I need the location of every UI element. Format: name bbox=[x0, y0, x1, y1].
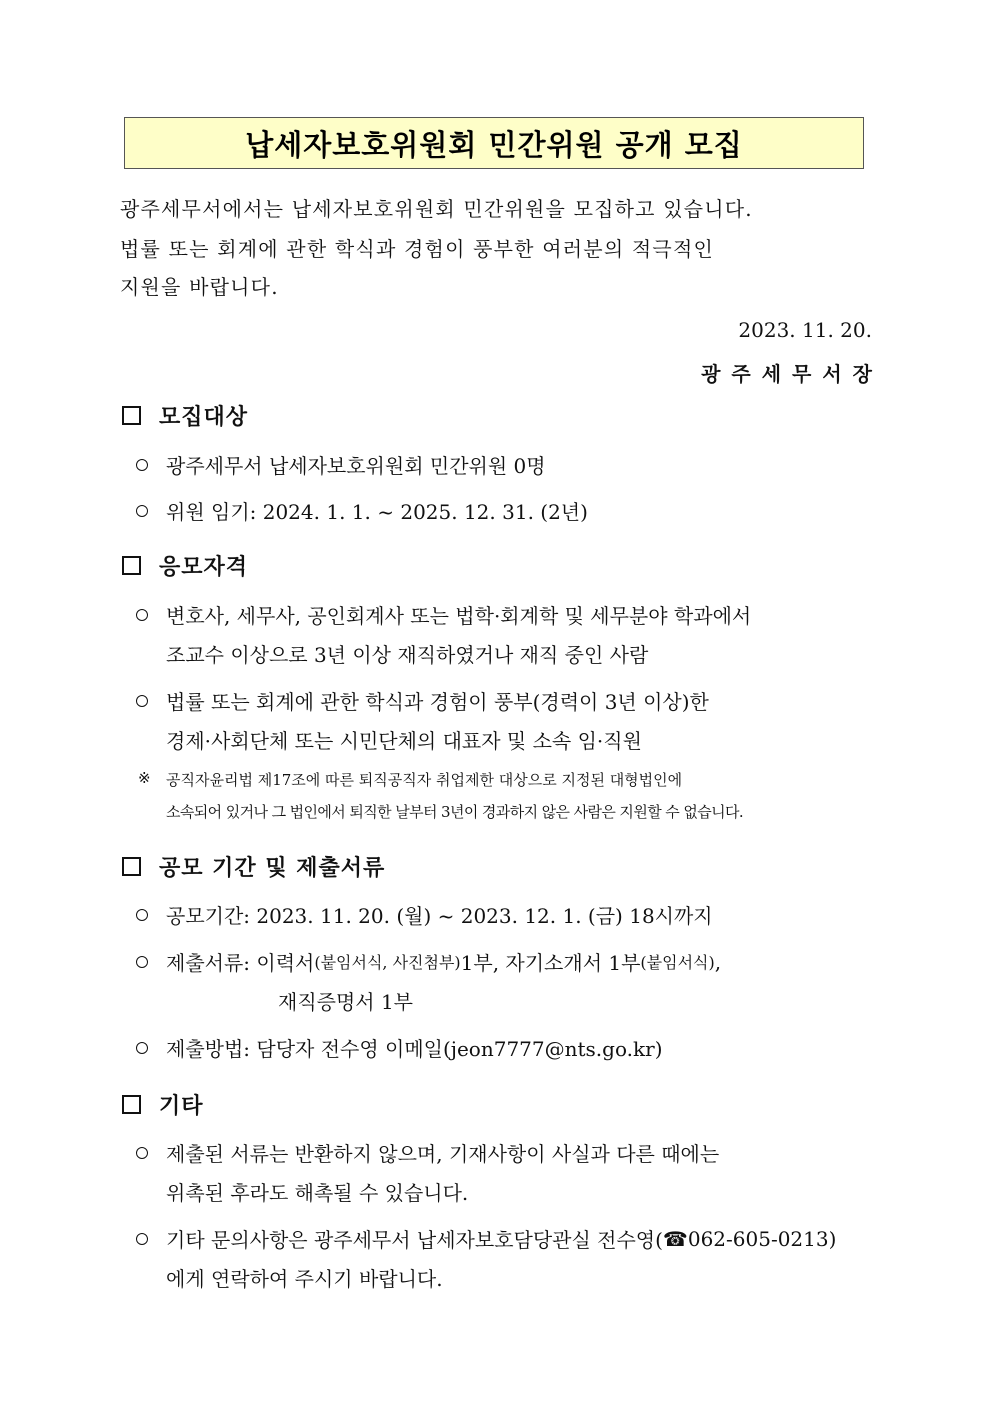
title-box bbox=[124, 117, 864, 169]
circle-bullet-icon bbox=[136, 956, 148, 968]
item-text: 변호사, 세무사, 공인회계사 또는 법학·회계학 및 세무분야 학과에서 bbox=[166, 604, 752, 628]
item-text: 기타 문의사항은 광주세무서 납세자보호담당관실 전수영( bbox=[166, 1228, 663, 1252]
section-target-heading bbox=[122, 400, 248, 431]
section-title: 기타 bbox=[159, 1093, 204, 1119]
circle-bullet-icon bbox=[136, 609, 148, 621]
circle-bullet-icon bbox=[136, 909, 148, 921]
docs-label: 제출서류: 이력서 bbox=[166, 951, 315, 975]
circle-bullet-icon bbox=[136, 695, 148, 707]
phone-icon: ☎ bbox=[662, 1226, 688, 1251]
item-text: 제출방법: 담당자 전수영 이메일(jeon7777@nts.go.kr) bbox=[166, 1037, 663, 1061]
list-item bbox=[136, 900, 713, 929]
note-text: 공직자윤리법 제17조에 따른 퇴직공직자 취업제한 대상으로 지정된 대형법인에 bbox=[166, 771, 683, 789]
item-text: 위원 임기: 2024. 1. 1. ~ 2025. 12. 31. (2년) bbox=[166, 500, 588, 524]
list-item bbox=[136, 450, 546, 479]
list-item bbox=[136, 686, 709, 715]
docs-note: (붙임서식, 사진첨부) bbox=[314, 953, 461, 972]
intro-line: 지원을 바랍니다. bbox=[120, 275, 279, 299]
list-item bbox=[136, 1138, 719, 1167]
note-text-continued: 소속되어 있거나 그 법인에서 퇴직한 날부터 3년이 경과하지 않은 사람은 지원할 수 없습니다. bbox=[166, 803, 744, 821]
issuer: 광주세무서장 bbox=[701, 362, 883, 386]
item-text: 제출된 서류는 반환하지 않으며, 기재사항이 사실과 다른 때에는 bbox=[166, 1142, 720, 1166]
section-period-heading bbox=[122, 851, 385, 882]
list-item bbox=[136, 496, 588, 525]
item-text: 법률 또는 회계에 관한 학식과 경험이 풍부(경력이 3년 이상)한 bbox=[166, 690, 709, 714]
list-item bbox=[136, 600, 751, 629]
checkbox-icon bbox=[122, 857, 141, 876]
section-title: 모집대상 bbox=[159, 404, 249, 430]
note bbox=[138, 769, 682, 790]
circle-bullet-icon bbox=[136, 1233, 148, 1245]
circle-bullet-icon bbox=[136, 1147, 148, 1159]
list-item bbox=[136, 947, 721, 976]
section-other-heading bbox=[122, 1089, 204, 1120]
section-title: 공모 기간 및 제출서류 bbox=[159, 855, 386, 881]
item-text-continued: 위촉된 후라도 해촉될 수 있습니다. bbox=[166, 1181, 469, 1205]
item-text-continued: 재직증명서 1부 bbox=[278, 990, 414, 1014]
circle-bullet-icon bbox=[136, 505, 148, 517]
item-text-continued: 에게 연락하여 주시기 바랍니다. bbox=[166, 1267, 443, 1291]
list-item bbox=[136, 1033, 663, 1062]
intro-line: 광주세무서에서는 납세자보호위원회 민간위원을 모집하고 있습니다. bbox=[120, 197, 753, 221]
item-text-continued: 경제·사회단체 또는 시민단체의 대표자 및 소속 임·직원 bbox=[166, 729, 642, 753]
intro-line: 법률 또는 회계에 관한 학식과 경험이 풍부한 여러분의 적극적인 bbox=[120, 237, 714, 261]
item-text-continued: 조교수 이상으로 3년 이상 재직하였거나 재직 중인 사람 bbox=[166, 643, 649, 667]
checkbox-icon bbox=[122, 406, 141, 425]
docs-note: (붙임서식) bbox=[640, 953, 715, 972]
note-mark: ※ bbox=[138, 769, 151, 787]
checkbox-icon bbox=[122, 1095, 141, 1114]
docs-mid: 1부, 자기소개서 1부 bbox=[460, 951, 641, 975]
section-qualification-heading bbox=[122, 550, 248, 581]
checkbox-icon bbox=[122, 556, 141, 575]
list-item bbox=[136, 1224, 836, 1253]
page-title: 납세자보호위원회 민간위원 공개 모집 bbox=[245, 127, 743, 162]
phone-number: 062-605-0213) bbox=[687, 1226, 837, 1251]
section-title: 응모자격 bbox=[159, 554, 249, 580]
docs-end: , bbox=[714, 949, 722, 974]
circle-bullet-icon bbox=[136, 459, 148, 471]
item-text: 공모기간: 2023. 11. 20. (월) ~ 2023. 12. 1. (금) 18시까지 bbox=[166, 904, 713, 928]
circle-bullet-icon bbox=[136, 1042, 148, 1054]
item-text: 광주세무서 납세자보호위원회 민간위원 0명 bbox=[166, 454, 546, 478]
issue-date: 2023. 11. 20. bbox=[738, 318, 872, 342]
